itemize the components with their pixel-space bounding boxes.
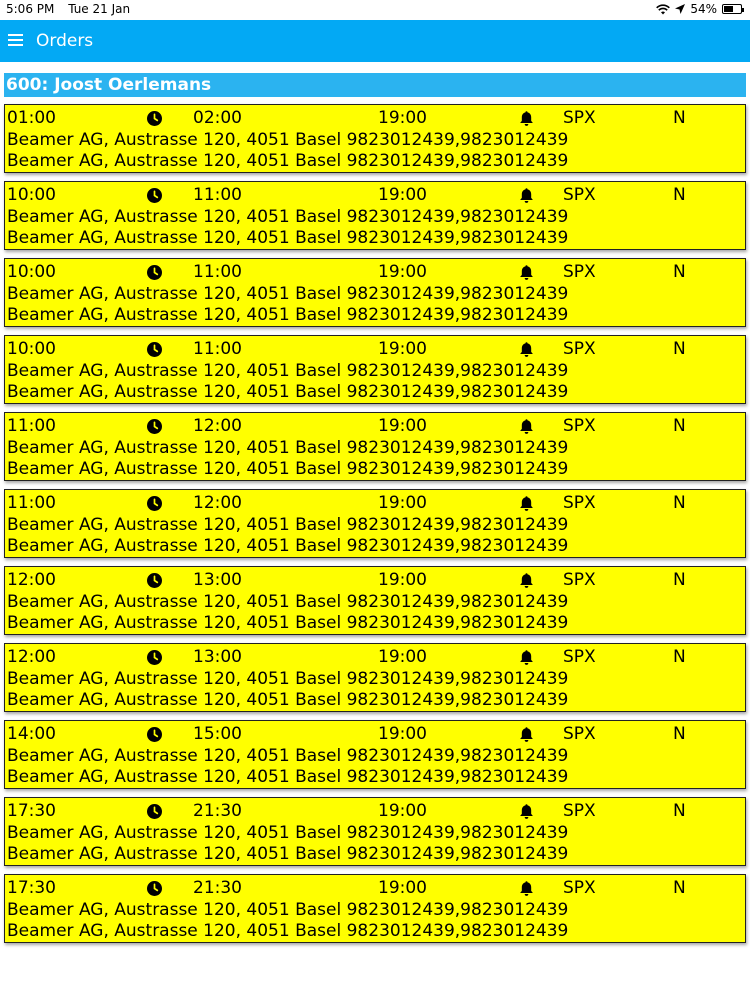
order-start-time: 12:00 bbox=[7, 570, 56, 590]
order-service: SPX bbox=[563, 647, 596, 667]
status-time: 5:06 PM bbox=[6, 2, 55, 16]
hamburger-menu-icon[interactable] bbox=[8, 33, 24, 47]
order-address-line-2: Beamer AG, Austrasse 120, 4051 Basel 9823012439,9823012439 bbox=[7, 459, 569, 479]
location-arrow-icon bbox=[675, 4, 685, 14]
order-due-time: 19:00 bbox=[378, 416, 427, 436]
order-address-line-2: Beamer AG, Austrasse 120, 4051 Basel 9823012439,9823012439 bbox=[7, 228, 569, 248]
app-header bbox=[0, 20, 750, 62]
bell-icon bbox=[518, 110, 535, 127]
order-list bbox=[4, 104, 746, 951]
order-address-line-2: Beamer AG, Austrasse 120, 4051 Basel 9823012439,9823012439 bbox=[7, 844, 569, 864]
order-due-time: 19:00 bbox=[378, 262, 427, 282]
bell-icon bbox=[518, 495, 535, 512]
order-service: SPX bbox=[563, 724, 596, 744]
order-address-line-1: Beamer AG, Austrasse 120, 4051 Basel 9823012439,9823012439 bbox=[7, 823, 569, 843]
order-end-time: 11:00 bbox=[193, 339, 242, 359]
order-flag: N bbox=[673, 493, 686, 513]
order-flag: N bbox=[673, 878, 686, 898]
clock-icon bbox=[147, 804, 162, 819]
order-card[interactable] bbox=[4, 797, 746, 866]
order-service: SPX bbox=[563, 570, 596, 590]
clock-icon bbox=[147, 111, 162, 126]
order-service: SPX bbox=[563, 339, 596, 359]
order-address-line-2: Beamer AG, Austrasse 120, 4051 Basel 9823012439,9823012439 bbox=[7, 921, 569, 941]
order-flag: N bbox=[673, 339, 686, 359]
order-card[interactable] bbox=[4, 720, 746, 789]
order-start-time: 14:00 bbox=[7, 724, 56, 744]
order-flag: N bbox=[673, 647, 686, 667]
order-start-time: 01:00 bbox=[7, 108, 56, 128]
order-due-time: 19:00 bbox=[378, 339, 427, 359]
order-service: SPX bbox=[563, 262, 596, 282]
order-service: SPX bbox=[563, 878, 596, 898]
order-flag: N bbox=[673, 416, 686, 436]
order-end-time: 13:00 bbox=[193, 570, 242, 590]
order-address-line-2: Beamer AG, Austrasse 120, 4051 Basel 9823012439,9823012439 bbox=[7, 613, 569, 633]
battery-percent: 54% bbox=[690, 2, 717, 16]
order-due-time: 19:00 bbox=[378, 878, 427, 898]
order-card[interactable] bbox=[4, 489, 746, 558]
order-due-time: 19:00 bbox=[378, 570, 427, 590]
order-card[interactable] bbox=[4, 566, 746, 635]
bell-icon bbox=[518, 880, 535, 897]
bell-icon bbox=[518, 264, 535, 281]
bell-icon bbox=[518, 341, 535, 358]
order-due-time: 19:00 bbox=[378, 647, 427, 667]
order-card[interactable] bbox=[4, 181, 746, 250]
clock-icon bbox=[147, 881, 162, 896]
order-address-line-1: Beamer AG, Austrasse 120, 4051 Basel 9823012439,9823012439 bbox=[7, 207, 569, 227]
order-address-line-1: Beamer AG, Austrasse 120, 4051 Basel 9823012439,9823012439 bbox=[7, 592, 569, 612]
bell-icon bbox=[518, 187, 535, 204]
order-card[interactable] bbox=[4, 258, 746, 327]
clock-icon bbox=[147, 727, 162, 742]
order-address-line-1: Beamer AG, Austrasse 120, 4051 Basel 9823012439,9823012439 bbox=[7, 438, 569, 458]
order-flag: N bbox=[673, 185, 686, 205]
order-address-line-1: Beamer AG, Austrasse 120, 4051 Basel 9823012439,9823012439 bbox=[7, 361, 569, 381]
order-address-line-1: Beamer AG, Austrasse 120, 4051 Basel 9823012439,9823012439 bbox=[7, 130, 569, 150]
order-flag: N bbox=[673, 570, 686, 590]
order-end-time: 11:00 bbox=[193, 262, 242, 282]
order-address-line-1: Beamer AG, Austrasse 120, 4051 Basel 9823012439,9823012439 bbox=[7, 669, 569, 689]
status-date: Tue 21 Jan bbox=[68, 2, 131, 16]
order-flag: N bbox=[673, 724, 686, 744]
order-address-line-1: Beamer AG, Austrasse 120, 4051 Basel 9823012439,9823012439 bbox=[7, 746, 569, 766]
order-due-time: 19:00 bbox=[378, 801, 427, 821]
order-flag: N bbox=[673, 108, 686, 128]
order-end-time: 02:00 bbox=[193, 108, 242, 128]
battery-level bbox=[724, 6, 733, 12]
order-service: SPX bbox=[563, 801, 596, 821]
driver-header: 600: Joost Oerlemans bbox=[4, 73, 746, 97]
bell-icon bbox=[518, 803, 535, 820]
order-start-time: 17:30 bbox=[7, 801, 56, 821]
order-start-time: 10:00 bbox=[7, 339, 56, 359]
status-bar bbox=[0, 0, 750, 20]
order-start-time: 11:00 bbox=[7, 493, 56, 513]
order-address-line-2: Beamer AG, Austrasse 120, 4051 Basel 9823012439,9823012439 bbox=[7, 690, 569, 710]
order-card[interactable] bbox=[4, 335, 746, 404]
order-due-time: 19:00 bbox=[378, 493, 427, 513]
bell-icon bbox=[518, 418, 535, 435]
order-end-time: 21:30 bbox=[193, 878, 242, 898]
order-end-time: 11:00 bbox=[193, 185, 242, 205]
order-end-time: 12:00 bbox=[193, 493, 242, 513]
bell-icon bbox=[518, 572, 535, 589]
clock-icon bbox=[147, 188, 162, 203]
order-address-line-1: Beamer AG, Austrasse 120, 4051 Basel 9823012439,9823012439 bbox=[7, 900, 569, 920]
order-address-line-2: Beamer AG, Austrasse 120, 4051 Basel 9823012439,9823012439 bbox=[7, 382, 569, 402]
order-service: SPX bbox=[563, 108, 596, 128]
order-start-time: 11:00 bbox=[7, 416, 56, 436]
order-start-time: 17:30 bbox=[7, 878, 56, 898]
clock-icon bbox=[147, 342, 162, 357]
clock-icon bbox=[147, 650, 162, 665]
bell-icon bbox=[518, 649, 535, 666]
order-due-time: 19:00 bbox=[378, 185, 427, 205]
order-due-time: 19:00 bbox=[378, 724, 427, 744]
clock-icon bbox=[147, 573, 162, 588]
order-card[interactable] bbox=[4, 643, 746, 712]
battery-icon bbox=[722, 4, 742, 14]
order-service: SPX bbox=[563, 493, 596, 513]
wifi-icon bbox=[656, 4, 670, 15]
bell-icon bbox=[518, 726, 535, 743]
order-start-time: 10:00 bbox=[7, 185, 56, 205]
order-due-time: 19:00 bbox=[378, 108, 427, 128]
order-service: SPX bbox=[563, 185, 596, 205]
order-end-time: 13:00 bbox=[193, 647, 242, 667]
order-end-time: 21:30 bbox=[193, 801, 242, 821]
order-address-line-1: Beamer AG, Austrasse 120, 4051 Basel 9823012439,9823012439 bbox=[7, 284, 569, 304]
order-flag: N bbox=[673, 262, 686, 282]
clock-icon bbox=[147, 265, 162, 280]
order-card[interactable] bbox=[4, 104, 746, 173]
order-flag: N bbox=[673, 801, 686, 821]
order-address-line-2: Beamer AG, Austrasse 120, 4051 Basel 9823012439,9823012439 bbox=[7, 536, 569, 556]
order-end-time: 12:00 bbox=[193, 416, 242, 436]
order-card[interactable] bbox=[4, 412, 746, 481]
order-card[interactable] bbox=[4, 874, 746, 943]
clock-icon bbox=[147, 419, 162, 434]
order-address-line-1: Beamer AG, Austrasse 120, 4051 Basel 9823012439,9823012439 bbox=[7, 515, 569, 535]
order-start-time: 10:00 bbox=[7, 262, 56, 282]
order-service: SPX bbox=[563, 416, 596, 436]
page-title: Orders bbox=[36, 31, 94, 51]
order-start-time: 12:00 bbox=[7, 647, 56, 667]
clock-icon bbox=[147, 496, 162, 511]
order-address-line-2: Beamer AG, Austrasse 120, 4051 Basel 9823012439,9823012439 bbox=[7, 305, 569, 325]
order-end-time: 15:00 bbox=[193, 724, 242, 744]
order-address-line-2: Beamer AG, Austrasse 120, 4051 Basel 9823012439,9823012439 bbox=[7, 767, 569, 787]
order-address-line-2: Beamer AG, Austrasse 120, 4051 Basel 9823012439,9823012439 bbox=[7, 151, 569, 171]
